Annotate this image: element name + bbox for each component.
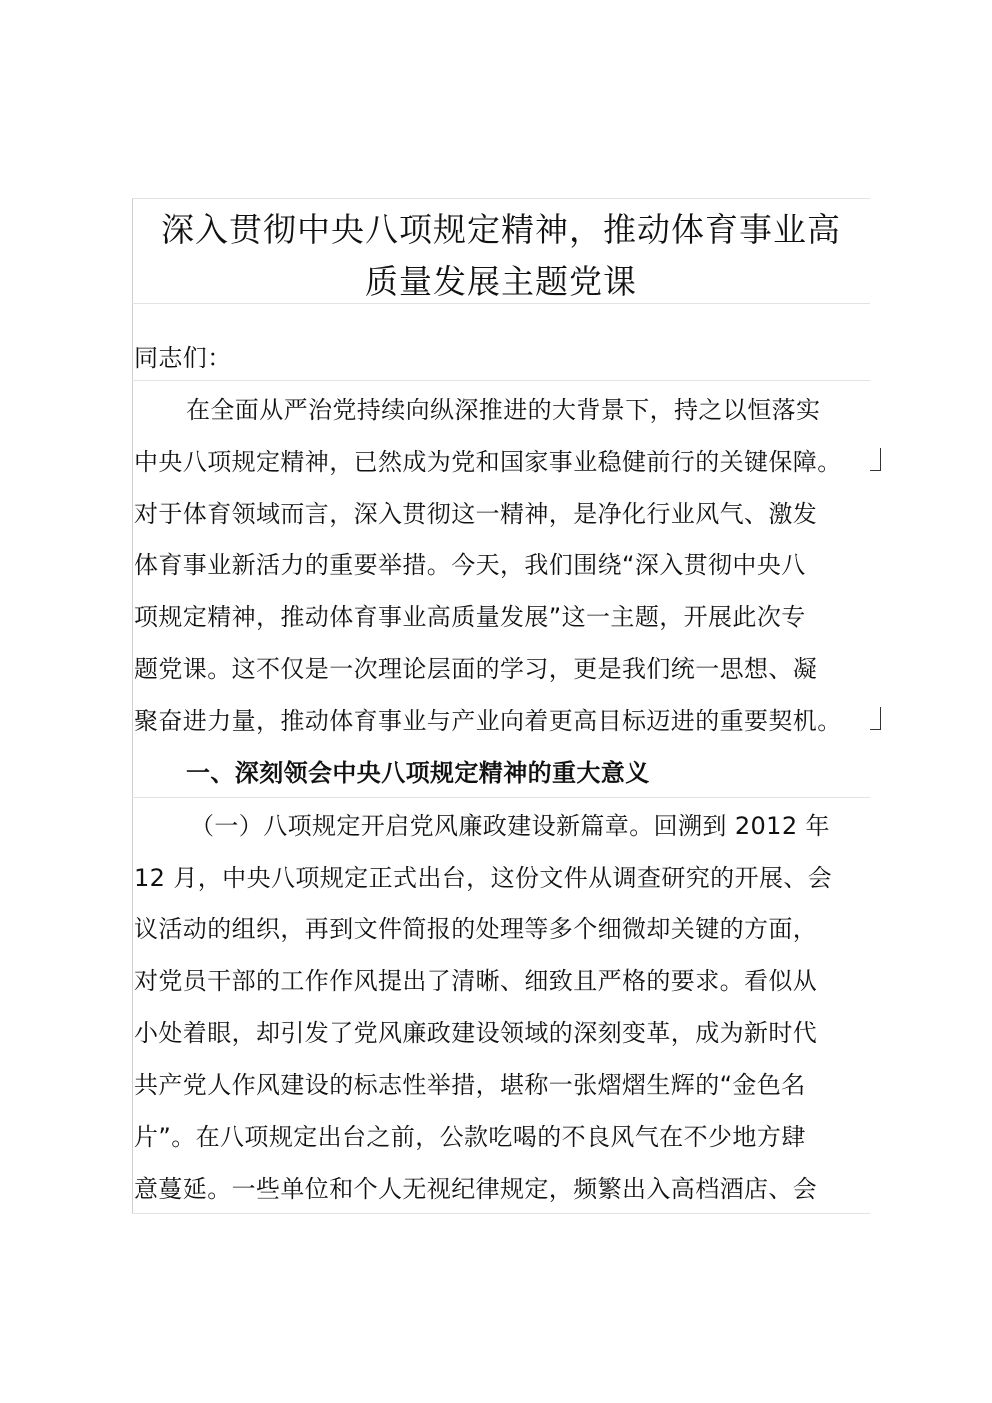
document-title-line-1: 深入贯彻中央八项规定精神，推动体育事业高 xyxy=(161,210,841,249)
section-heading: 一、深刻领会中央八项规定精神的重大意义 xyxy=(186,759,650,787)
section-paragraph-line: 片”。在八项规定出台之前，公款吃喝的不良风气在不少地方肆 xyxy=(134,1123,806,1151)
section-paragraph-line: 小处着眼，却引发了党风廉政建设领域的深刻变革，成为新时代 xyxy=(134,1019,818,1047)
section-paragraph-line: 共产党人作风建设的标志性举措，堪称一张熠熠生辉的“金色名 xyxy=(134,1071,806,1099)
divider-line xyxy=(132,198,870,199)
document-title-line-2: 质量发展主题党课 xyxy=(365,262,637,301)
intro-paragraph-line: 中央八项规定精神，已然成为党和国家事业稳健前行的关键保障。 xyxy=(134,448,842,476)
intro-paragraph-line: 题党课。这不仅是一次理论层面的学习，更是我们统一思想、凝 xyxy=(134,655,818,683)
divider-line xyxy=(132,797,870,798)
intro-paragraph-line: 对于体育领域而言，深入贯彻这一精神，是净化行业风气、激发 xyxy=(134,500,818,528)
divider-line xyxy=(132,1213,870,1214)
section-paragraph-line: 议活动的组织，再到文件简报的处理等多个细微却关键的方面， xyxy=(134,915,818,943)
section-paragraph-line: 12 月，中央八项规定正式出台，这份文件从调查研究的开展、会 xyxy=(134,864,833,892)
section-paragraph-line: （一）八项规定开启党风廉政建设新篇章。回溯到 2012 年 xyxy=(190,812,830,840)
intro-paragraph-line: 聚奋进力量，推动体育事业与产业向着更高目标迈进的重要契机。 xyxy=(134,707,842,735)
section-paragraph-line: 对党员干部的工作作风提出了清晰、细致且严格的要求。看似从 xyxy=(134,967,818,995)
page-frame-left-border xyxy=(132,198,133,1214)
divider-line xyxy=(132,380,870,381)
intro-paragraph-line: 在全面从严治党持续向纵深推进的大背景下，持之以恒落实 xyxy=(186,396,821,424)
paragraph-end-mark xyxy=(870,707,881,730)
intro-paragraph-line: 体育事业新活力的重要举措。今天，我们围绕“深入贯彻中央八 xyxy=(134,551,806,579)
salutation: 同志们： xyxy=(134,344,232,372)
section-paragraph-line: 意蔓延。一些单位和个人无视纪律规定，频繁出入高档酒店、会 xyxy=(134,1175,818,1203)
intro-paragraph-line: 项规定精神，推动体育事业高质量发展”这一主题，开展此次专 xyxy=(134,603,806,631)
paragraph-end-mark xyxy=(870,448,881,471)
